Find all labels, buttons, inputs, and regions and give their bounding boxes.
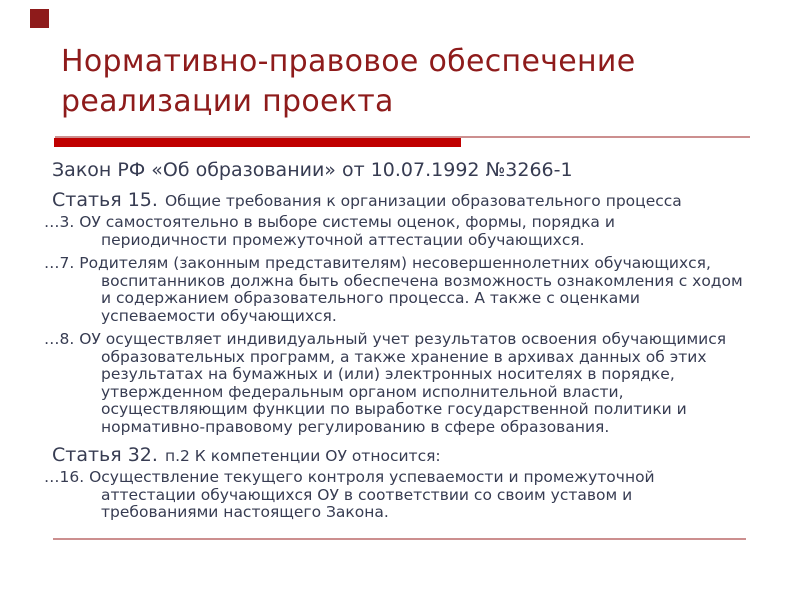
- text-line: и содержанием образовательного процесса. А также с оценками: [101, 289, 641, 307]
- text-line: нормативно-правовому регулированию в сфере образования.: [101, 417, 610, 436]
- text-line: аттестации обучающихся ОУ в соответствии со своим уставом и: [101, 485, 633, 504]
- article-15-item-3: [44, 214, 760, 249]
- article-15-heading: [52, 187, 760, 214]
- text-line: успеваемости обучающихся.: [101, 306, 337, 325]
- article-15-subtitle: Общие требования к организации образовательного процесса: [164, 192, 682, 210]
- title-accent-bar: [54, 138, 461, 147]
- text-line: …3. ОУ самостоятельно в выборе системы оценок, формы, порядка и: [44, 213, 615, 231]
- text-line: образовательных программ, а также хранение в архивах данных об этих: [101, 347, 707, 366]
- text-line: …16. Осуществление текущего контроля успеваемости и промежуточной: [44, 468, 655, 486]
- article-32-label: Статья 32.: [52, 444, 158, 466]
- slide-title-line-1: Нормативно-правовое обеспечение: [61, 44, 636, 79]
- law-reference: Закон РФ «Об образовании» от 10.07.1992 №3266-1: [52, 159, 573, 181]
- text-line: воспитанников должна быть обеспечена возможность ознакомления с ходом: [101, 271, 743, 290]
- article-15-item-8: [44, 331, 760, 436]
- text-line: …8. ОУ осуществляет индивидуальный учет результатов освоения обучающимися: [44, 330, 727, 348]
- text-line: …7. Родителям (законным представителям) несовершеннолетних обучающихся,: [44, 254, 711, 272]
- text-line: результатах на бумажных и (или) электронных носителях в порядке,: [101, 365, 675, 383]
- article-32-item-16: [44, 469, 760, 522]
- accent-square: [30, 9, 49, 28]
- article-32-subtitle: п.2 К компетенции ОУ относится:: [164, 447, 441, 465]
- article-15-label: Статья 15.: [52, 189, 158, 211]
- footer-rule: [53, 538, 746, 540]
- text-line: требованиями настоящего Закона.: [101, 503, 389, 521]
- slide-body: [44, 157, 760, 528]
- text-line: утвержденном федеральным органом исполнительной власти,: [101, 382, 624, 401]
- article-15-item-7: [44, 255, 760, 325]
- slide-title-line-2: реализации проекта: [61, 84, 394, 119]
- slide-title: [61, 42, 635, 122]
- text-line: периодичности промежуточной аттестации обучающихся.: [101, 230, 585, 249]
- article-32-heading: [52, 442, 760, 469]
- text-line: осуществляющим функции по выработке государственной политики и: [101, 400, 687, 418]
